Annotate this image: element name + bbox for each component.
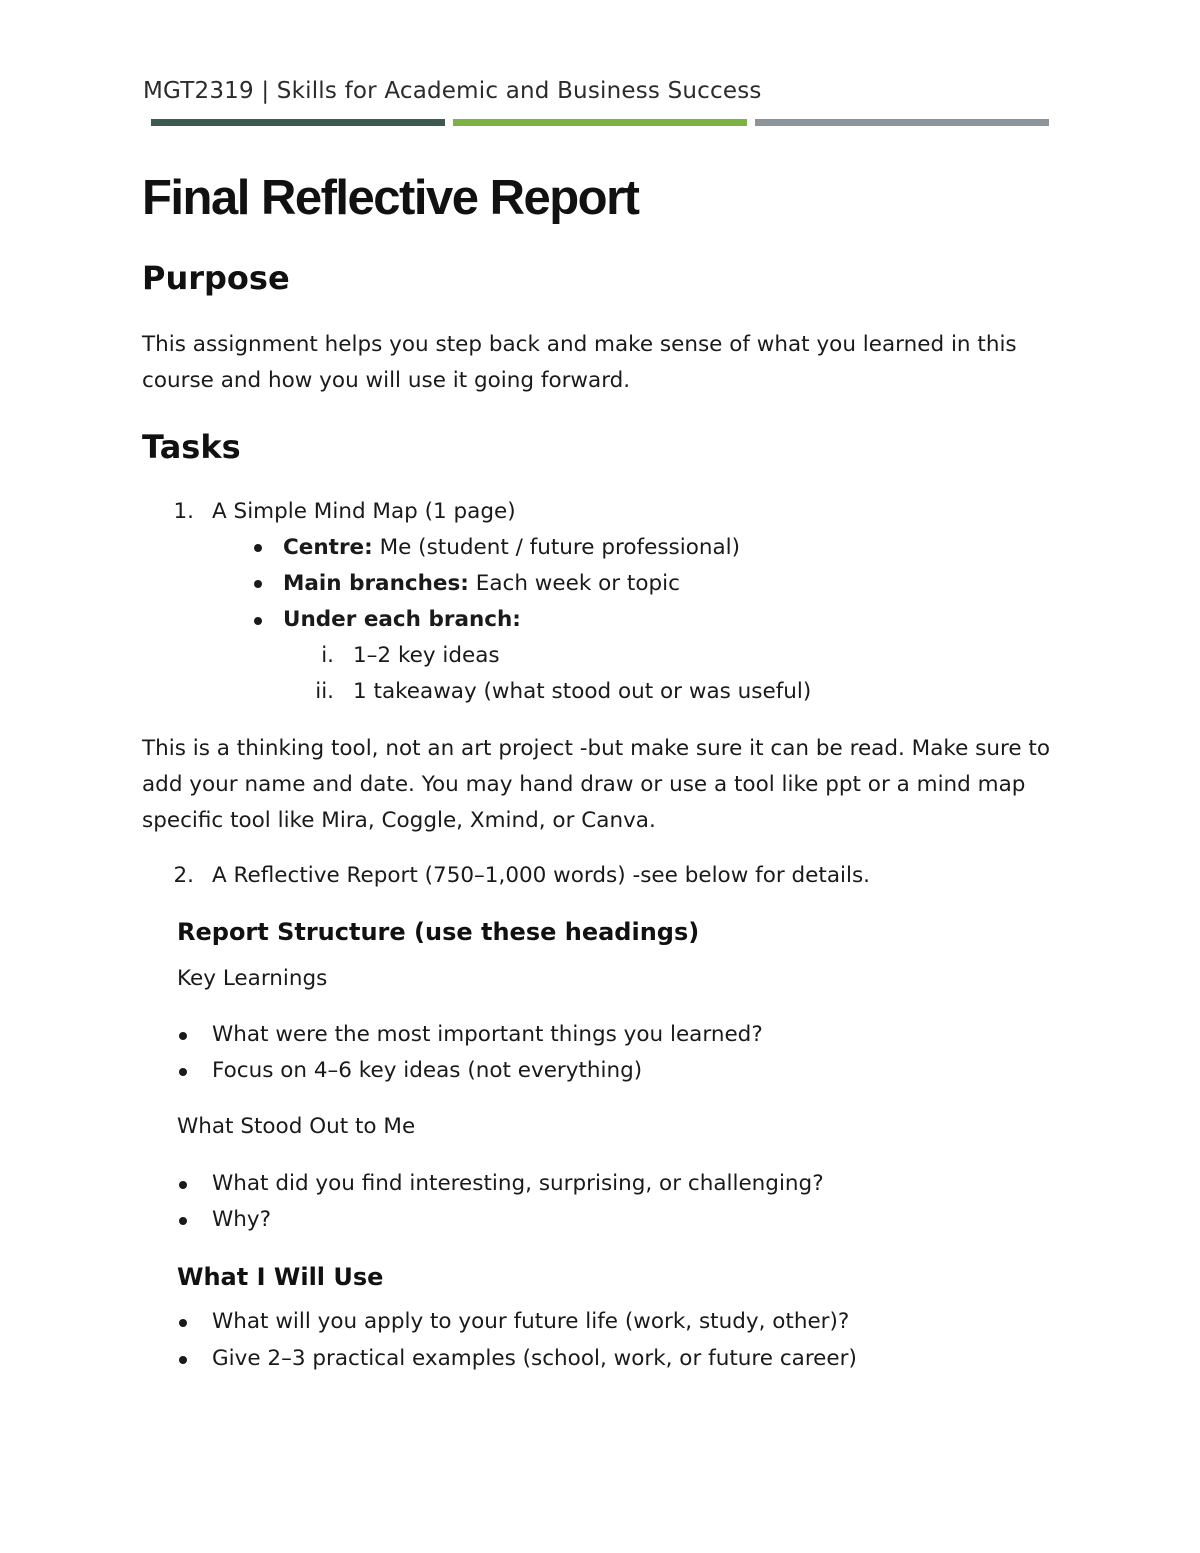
subitem-marker: ii. [315, 679, 334, 704]
bullet-dot [179, 1356, 187, 1364]
key-learnings-title: Key Learnings [177, 966, 328, 991]
bullet-dot [179, 1217, 187, 1225]
key-learnings-bullet: What were the most important things you learned? [212, 1022, 763, 1047]
report-structure-heading: Report Structure (use these headings) [177, 918, 700, 946]
bullet-dot [179, 1068, 187, 1076]
stood-out-bullet: Why? [212, 1207, 272, 1232]
will-use-heading: What I Will Use [177, 1263, 384, 1291]
task-1-bullet-under-branch [283, 605, 521, 635]
task-1-number: 1. [173, 499, 194, 524]
tasks-heading: Tasks [142, 428, 241, 466]
will-use-bullet: Give 2–3 practical examples (school, work, or future career) [212, 1346, 857, 1371]
bullet-dot [254, 580, 262, 588]
mind-map-note: This is a thinking tool, not an art project -but make sure it can be read. Make sure to add your name and date. You may hand draw or use a tool like ppt or a mind map specific tool like Mira, Coggle, Xmind, or Canva. [142, 736, 1050, 833]
header-rule-gray [755, 119, 1049, 126]
bullet-label: Under each branch: [283, 607, 521, 632]
task-2-text: A Reflective Report (750–1,000 words) -see below for details. [212, 863, 870, 888]
course-header: MGT2319 | Skills for Academic and Business Success [143, 78, 762, 104]
bullet-dot [179, 1032, 187, 1040]
bullet-text: Me (student / future professional) [372, 535, 741, 560]
task-1-bullet-centre [283, 533, 740, 563]
bullet-dot [254, 544, 262, 552]
subitem-text: 1 takeaway (what stood out or was useful) [353, 679, 812, 704]
bullet-text: Each week or topic [468, 571, 680, 596]
page-title: Final Reflective Report [142, 171, 639, 225]
purpose-text: This assignment helps you step back and make sense of what you learned in this course and how you will use it going forward. [142, 332, 1017, 393]
bullet-label: Main branches: [283, 571, 469, 596]
task-1-bullet-branches [283, 569, 680, 599]
bullet-dot [179, 1181, 187, 1189]
bullet-dot [254, 617, 262, 625]
header-rule-dark-green [151, 119, 445, 126]
stood-out-title: What Stood Out to Me [177, 1114, 416, 1139]
task-2-number: 2. [173, 863, 194, 888]
subitem-text: 1–2 key ideas [353, 643, 500, 668]
purpose-heading: Purpose [142, 259, 290, 297]
subitem-marker: i. [321, 643, 334, 668]
will-use-bullet: What will you apply to your future life (work, study, other)? [212, 1309, 850, 1334]
bullet-dot [179, 1319, 187, 1327]
task-1-text: A Simple Mind Map (1 page) [212, 499, 516, 524]
header-rule-light-green [453, 119, 747, 126]
stood-out-bullet: What did you find interesting, surprising, or challenging? [212, 1171, 824, 1196]
key-learnings-bullet: Focus on 4–6 key ideas (not everything) [212, 1058, 643, 1083]
bullet-label: Centre: [283, 535, 373, 560]
